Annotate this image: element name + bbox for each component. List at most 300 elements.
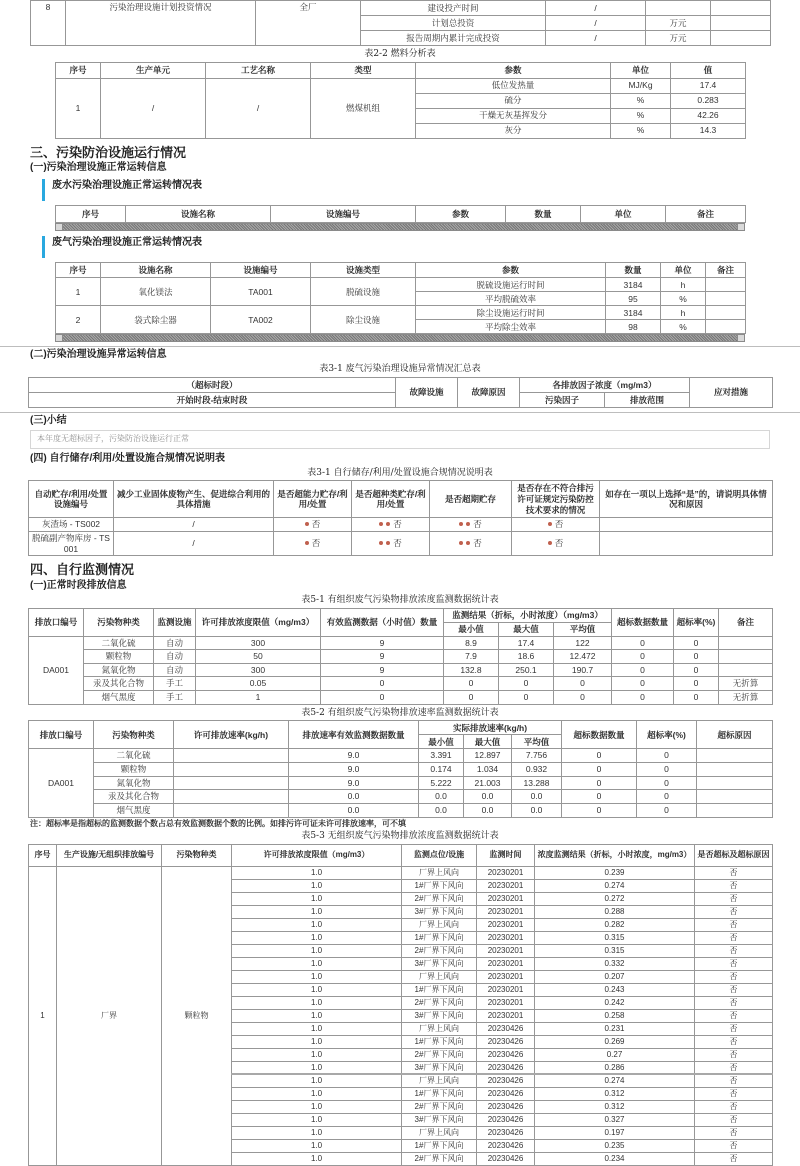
summary-note: 本年度无超标因子，污染防治设施运行正常: [30, 430, 770, 448]
radio-dot-icon: [305, 541, 309, 545]
data-cell: 低位发热量: [416, 78, 611, 93]
header-cell: 许可排放浓度限值（mg/m3）: [196, 608, 321, 636]
header-cell: 是否超标及超标原因: [695, 844, 773, 866]
data-cell: 否: [695, 944, 773, 957]
horizontal-scrollbar[interactable]: [55, 223, 745, 231]
data-cell: 1.0: [232, 944, 402, 957]
data-cell: 0: [499, 677, 554, 691]
data-cell: 自动: [154, 636, 196, 650]
data-cell: 20230201: [477, 918, 535, 931]
data-cell: 1.0: [232, 918, 402, 931]
data-cell: 否: [695, 996, 773, 1009]
data-cell: 12.897: [464, 749, 512, 763]
data-cell: 42.26: [671, 108, 746, 123]
t52-footnote: 注：超标率是指超标的监测数据个数占总有效监测数据个数的比例。如排污许可证未许可排放速率，可不填: [30, 818, 406, 828]
header-cell: 许可排放速率(kg/h): [174, 721, 289, 749]
data-cell: 氮氧化物: [84, 663, 154, 677]
header-cell: 污染物种类: [162, 844, 232, 866]
answer-cell: 否: [274, 531, 352, 555]
header-cell: 工艺名称: [206, 62, 311, 78]
section-divider: [0, 412, 800, 413]
answer-cell: 否: [430, 518, 512, 532]
data-cell: MJ/Kg: [611, 78, 671, 93]
radio-dot-icon: [459, 522, 463, 526]
data-cell: 否: [695, 1022, 773, 1035]
data-cell: 0.269: [535, 1035, 695, 1048]
data-cell: [706, 320, 746, 334]
data-cell: 0.0: [289, 803, 419, 817]
header-cell: 最大值: [499, 622, 554, 636]
header-cell: 应对措施: [690, 378, 773, 408]
table-row: [29, 763, 773, 777]
table-row: [29, 481, 773, 518]
data-cell: 计划总投资: [361, 16, 546, 31]
data-cell: 1.0: [232, 866, 402, 879]
data-cell: 0.274: [535, 1074, 695, 1087]
data-cell: 17.4: [671, 78, 746, 93]
data-cell: 5.222: [419, 776, 464, 790]
header-cell: 数量: [506, 206, 581, 223]
header-cell: 是否存在不符合排污许可证规定污染防控技术要求的情况: [512, 481, 600, 518]
data-cell: 20230201: [477, 879, 535, 892]
data-cell: 1#厂界下风向: [402, 931, 477, 944]
table-row: [56, 206, 746, 223]
table-row: [29, 663, 773, 677]
data-cell: 1: [56, 78, 101, 138]
radio-dot-icon: [379, 522, 383, 526]
answer-cell: 否: [430, 531, 512, 555]
header-cell: 设施名称: [126, 206, 271, 223]
radio-dot-icon: [466, 522, 470, 526]
data-cell: 1.034: [464, 763, 512, 777]
data-cell: 20230201: [477, 996, 535, 1009]
data-cell: 否: [695, 918, 773, 931]
data-cell: 万元: [646, 16, 711, 31]
header-cell: 备注: [719, 608, 773, 636]
data-cell: 否: [695, 970, 773, 983]
radio-dot-icon: [379, 541, 383, 545]
data-cell: 颗粒物: [84, 650, 154, 664]
data-cell: 250.1: [499, 663, 554, 677]
abnormal-operation-table: [28, 377, 773, 408]
data-cell: 3184: [606, 278, 661, 292]
wastewater-facility-table: [55, 205, 746, 223]
investment-table: [30, 0, 771, 46]
data-cell: 9: [321, 650, 444, 664]
data-cell: 无折算: [719, 677, 773, 691]
data-cell: /: [546, 31, 646, 46]
data-cell: 122: [554, 636, 612, 650]
data-cell: /: [101, 78, 206, 138]
data-cell: 18.6: [499, 650, 554, 664]
fuel-analysis-table: [55, 62, 746, 139]
section3-sub3: (三)小结: [30, 415, 67, 427]
data-cell: 1.0: [232, 970, 402, 983]
header-cell: 参数: [416, 263, 606, 278]
data-cell: [697, 803, 773, 817]
data-cell: [706, 306, 746, 320]
table-row: [29, 721, 773, 735]
radio-dot-icon: [548, 522, 552, 526]
radio-dot-icon: [386, 522, 390, 526]
header-cell: 排放范围: [605, 393, 690, 408]
data-cell: 1: [29, 866, 57, 1165]
header-cell: 序号: [56, 206, 126, 223]
header-cell: 故障设施: [396, 378, 458, 408]
data-cell: 95: [606, 292, 661, 306]
data-cell: 颗粒物: [162, 866, 232, 1165]
storage-compliance-table: [28, 480, 773, 556]
wastegas-table-title: 废气污染治理设施正常运转情况表: [42, 236, 800, 258]
radio-dot-icon: [386, 541, 390, 545]
data-cell: 3#厂界下风向: [402, 1009, 477, 1022]
header-cell: 超标率(%): [637, 721, 697, 749]
data-cell: 厂界上风向: [402, 1074, 477, 1087]
data-cell: 0.312: [535, 1100, 695, 1113]
data-cell: 2#厂界下风向: [402, 944, 477, 957]
data-cell: 0: [562, 749, 637, 763]
table-row: [29, 844, 773, 866]
data-cell: 1: [196, 691, 321, 705]
data-cell: 0: [321, 677, 444, 691]
header-cell: 监测点位/设施: [402, 844, 477, 866]
data-cell: 132.8: [444, 663, 499, 677]
header-cell: 监测时间: [477, 844, 535, 866]
header-cell: 生产单元: [101, 62, 206, 78]
data-cell: 自动: [154, 650, 196, 664]
data-cell: [174, 776, 289, 790]
data-cell: 0.258: [535, 1009, 695, 1022]
data-cell: 0: [637, 776, 697, 790]
data-cell: 20230201: [477, 892, 535, 905]
data-cell: 0: [674, 650, 719, 664]
table-row: [56, 278, 746, 292]
data-cell: 烟气黑度: [84, 691, 154, 705]
radio-dot-icon: [548, 541, 552, 545]
radio-dot-icon: [466, 541, 470, 545]
data-cell: 1#厂界下风向: [402, 1035, 477, 1048]
header-cell: （超标时段）: [29, 378, 396, 393]
data-cell: [706, 278, 746, 292]
data-cell: 9: [321, 636, 444, 650]
data-cell: 燃煤机组: [311, 78, 416, 138]
data-cell: 2#厂界下风向: [402, 996, 477, 1009]
header-cell: 备注: [666, 206, 746, 223]
data-cell: 自动: [154, 663, 196, 677]
table-row: [29, 650, 773, 664]
header-cell: 生产设施/无组织排放编号: [57, 844, 162, 866]
data-cell: 0: [554, 691, 612, 705]
data-cell: 全厂: [256, 1, 361, 46]
data-cell: 20230426: [477, 1087, 535, 1100]
data-cell: [174, 763, 289, 777]
data-cell: 12.472: [554, 650, 612, 664]
header-cell: 排放口编号: [29, 721, 94, 749]
data-cell: 2#厂界下风向: [402, 1152, 477, 1165]
header-cell: 最大值: [464, 735, 512, 749]
wastegas-facility-table: [55, 262, 746, 334]
header-cell: 参数: [416, 206, 506, 223]
data-cell: 20230426: [477, 1113, 535, 1126]
data-cell: 0: [612, 691, 674, 705]
table-row: [29, 608, 773, 622]
data-cell: 否: [695, 905, 773, 918]
data-cell: 厂界上风向: [402, 1126, 477, 1139]
table-row: [56, 78, 746, 93]
data-cell: 0: [637, 763, 697, 777]
data-cell: 否: [695, 1061, 773, 1074]
table-row: [29, 803, 773, 817]
section4-sub1: (一)正常时段排放信息: [30, 579, 127, 591]
data-cell: /: [546, 16, 646, 31]
data-cell: 9: [321, 663, 444, 677]
data-cell: 1.0: [232, 1152, 402, 1165]
data-cell: 平均脱硫效率: [416, 292, 606, 306]
data-cell: 灰分: [416, 123, 611, 138]
data-cell: 平均除尘效率: [416, 320, 606, 334]
data-cell: %: [661, 292, 706, 306]
unorganized-gas-concentration-table: [28, 844, 773, 1166]
data-cell: 颗粒物: [94, 763, 174, 777]
header-cell: 排放速率有效监测数据数量: [289, 721, 419, 749]
data-cell: 1.0: [232, 1074, 402, 1087]
data-cell: 1.0: [232, 983, 402, 996]
data-cell: 否: [695, 1048, 773, 1061]
data-cell: [711, 1, 771, 16]
data-cell: 300: [196, 663, 321, 677]
data-cell: [646, 1, 711, 16]
data-cell: 1.0: [232, 905, 402, 918]
section3-sub4: (四) 自行储存/利用/处置设施合规情况说明表: [30, 452, 225, 464]
data-cell: /: [546, 1, 646, 16]
data-cell: 0.315: [535, 931, 695, 944]
t52-caption: 表5-2 有组织废气污染物排放速率监测数据统计表: [301, 707, 499, 718]
data-cell: 20230426: [477, 1074, 535, 1087]
data-cell: 20230426: [477, 1100, 535, 1113]
answer-cell: 否: [512, 531, 600, 555]
data-cell: 手工: [154, 691, 196, 705]
data-cell: [600, 518, 773, 532]
data-cell: %: [611, 108, 671, 123]
data-cell: 1.0: [232, 1113, 402, 1126]
data-cell: [697, 776, 773, 790]
data-cell: 3#厂界下风向: [402, 905, 477, 918]
data-cell: 脱硫设施运行时间: [416, 278, 606, 292]
table-row: [31, 1, 771, 16]
data-cell: 0.272: [535, 892, 695, 905]
data-cell: 否: [695, 892, 773, 905]
data-cell: 2#厂界下风向: [402, 892, 477, 905]
data-cell: 0: [444, 677, 499, 691]
data-cell: 0: [562, 803, 637, 817]
data-cell: h: [661, 306, 706, 320]
section-divider: [0, 346, 800, 347]
data-cell: 2#厂界下风向: [402, 1100, 477, 1113]
header-cell: 数量: [606, 263, 661, 278]
data-cell: 0.197: [535, 1126, 695, 1139]
header-cell: 设施编号: [271, 206, 416, 223]
header-cell: 许可排放浓度限值（mg/m3）: [232, 844, 402, 866]
header-cell: 平均值: [512, 735, 562, 749]
data-cell: [719, 636, 773, 650]
header-cell: 设施名称: [101, 263, 211, 278]
header-cell: 单位: [611, 62, 671, 78]
data-cell: 0: [321, 691, 444, 705]
header-cell: 故障原因: [458, 378, 520, 408]
data-cell: 2: [56, 306, 101, 334]
section4-title: 四、自行监测情况: [30, 562, 135, 578]
data-cell: 20230201: [477, 957, 535, 970]
data-cell: 1.0: [232, 1022, 402, 1035]
header-cell: 如存在一项以上选择“是”的，请说明具体情况和原因: [600, 481, 773, 518]
horizontal-scrollbar[interactable]: [55, 334, 745, 342]
data-cell: 0: [562, 790, 637, 804]
table-row: [29, 636, 773, 650]
data-cell: 3#厂界下风向: [402, 957, 477, 970]
data-cell: 厂界上风向: [402, 866, 477, 879]
data-cell: 1.0: [232, 957, 402, 970]
data-cell: 20230201: [477, 944, 535, 957]
answer-cell: 否: [512, 518, 600, 532]
data-cell: 1#厂界下风向: [402, 1139, 477, 1152]
data-cell: [719, 650, 773, 664]
data-cell: 二氧化硫: [84, 636, 154, 650]
data-cell: 0: [674, 636, 719, 650]
data-cell: 50: [196, 650, 321, 664]
organized-gas-rate-table: [28, 720, 773, 817]
data-cell: 0.312: [535, 1087, 695, 1100]
data-cell: 0: [674, 691, 719, 705]
data-cell: 否: [695, 957, 773, 970]
header-cell: 最小值: [444, 622, 499, 636]
data-cell: 20230426: [477, 1035, 535, 1048]
data-cell: 灰渣场 - TS002: [29, 518, 114, 532]
data-cell: 0.0: [512, 803, 562, 817]
data-cell: 0.286: [535, 1061, 695, 1074]
data-cell: 0: [674, 663, 719, 677]
header-cell: 设施类型: [311, 263, 416, 278]
header-cell: 超标率(%): [674, 608, 719, 636]
answer-cell: 否: [274, 518, 352, 532]
data-cell: 0: [499, 691, 554, 705]
data-cell: 0.05: [196, 677, 321, 691]
header-cell: 参数: [416, 62, 611, 78]
data-cell: 0.332: [535, 957, 695, 970]
table-row: [29, 677, 773, 691]
section3-title: 三、污染防治设施运行情况: [30, 144, 187, 160]
data-cell: 0: [637, 749, 697, 763]
data-cell: 1.0: [232, 1048, 402, 1061]
data-cell: 干燥无灰基挥发分: [416, 108, 611, 123]
data-cell: 污染治理设施计划投资情况: [66, 1, 256, 46]
data-cell: 0.0: [419, 803, 464, 817]
data-cell: 0.207: [535, 970, 695, 983]
data-cell: 0.174: [419, 763, 464, 777]
data-cell: 0.932: [512, 763, 562, 777]
abnormal-table-caption: 表3-1 废气污染治理设施异常情况汇总表: [319, 364, 481, 375]
data-cell: 氮氧化物: [94, 776, 174, 790]
data-cell: 20230201: [477, 1009, 535, 1022]
data-cell: 1: [56, 278, 101, 306]
data-cell: 7.9: [444, 650, 499, 664]
data-cell: 汞及其化合物: [94, 790, 174, 804]
wastewater-table-title: 废水污染治理设施正常运转情况表: [42, 179, 800, 201]
data-cell: 0: [637, 803, 697, 817]
data-cell: 0: [562, 776, 637, 790]
section3-sub1: (一)污染治理设施正常运转信息: [30, 162, 167, 174]
data-cell: %: [611, 93, 671, 108]
header-cell: 单位: [581, 206, 666, 223]
data-cell: 袋式除尘器: [101, 306, 211, 334]
data-cell: 万元: [646, 31, 711, 46]
header-cell: 各排放因子浓度（mg/m3）: [520, 378, 690, 393]
data-cell: 0: [612, 650, 674, 664]
data-cell: 1.0: [232, 1009, 402, 1022]
data-cell: 1.0: [232, 1087, 402, 1100]
data-cell: 0.0: [289, 790, 419, 804]
data-cell: 建设投产时间: [361, 1, 546, 16]
data-cell: 氧化镁法: [101, 278, 211, 306]
data-cell: 13.288: [512, 776, 562, 790]
table-row: [29, 790, 773, 804]
data-cell: 否: [695, 1009, 773, 1022]
data-cell: 3#厂界下风向: [402, 1113, 477, 1126]
data-cell: 0.0: [512, 790, 562, 804]
header-cell: 自动贮存/利用/处置设施编号: [29, 481, 114, 518]
data-cell: 20230201: [477, 970, 535, 983]
data-cell: TA002: [211, 306, 311, 334]
header-cell: 污染物种类: [94, 721, 174, 749]
data-cell: 20230426: [477, 1152, 535, 1165]
data-cell: 0.235: [535, 1139, 695, 1152]
data-cell: 厂界上风向: [402, 918, 477, 931]
data-cell: 烟气黑度: [94, 803, 174, 817]
outlet-cell: DA001: [29, 636, 84, 704]
data-cell: 0.288: [535, 905, 695, 918]
data-cell: 0: [612, 677, 674, 691]
data-cell: /: [114, 531, 274, 555]
header-cell: 是否超能力贮存/利用/处置: [274, 481, 352, 518]
outlet-cell: DA001: [29, 749, 94, 817]
data-cell: 否: [695, 879, 773, 892]
data-cell: 190.7: [554, 663, 612, 677]
data-cell: /: [206, 78, 311, 138]
data-cell: 脱硫设施: [311, 278, 416, 306]
data-cell: 0.0: [464, 790, 512, 804]
data-cell: 9.0: [289, 776, 419, 790]
data-cell: [174, 803, 289, 817]
data-cell: 20230201: [477, 905, 535, 918]
header-cell: 类型: [311, 62, 416, 78]
data-cell: [697, 763, 773, 777]
data-cell: 0.243: [535, 983, 695, 996]
data-cell: 1#厂界下风向: [402, 1087, 477, 1100]
data-cell: 0: [612, 636, 674, 650]
data-cell: 0: [674, 677, 719, 691]
data-cell: 1.0: [232, 1126, 402, 1139]
data-cell: 厂界: [57, 866, 162, 1165]
data-cell: 0: [562, 763, 637, 777]
header-cell: 最小值: [419, 735, 464, 749]
radio-dot-icon: [305, 522, 309, 526]
data-cell: TA001: [211, 278, 311, 306]
data-cell: 0.27: [535, 1048, 695, 1061]
data-cell: 否: [695, 1152, 773, 1165]
data-cell: 98: [606, 320, 661, 334]
data-cell: /: [114, 518, 274, 532]
data-cell: h: [661, 278, 706, 292]
data-cell: 0.234: [535, 1152, 695, 1165]
